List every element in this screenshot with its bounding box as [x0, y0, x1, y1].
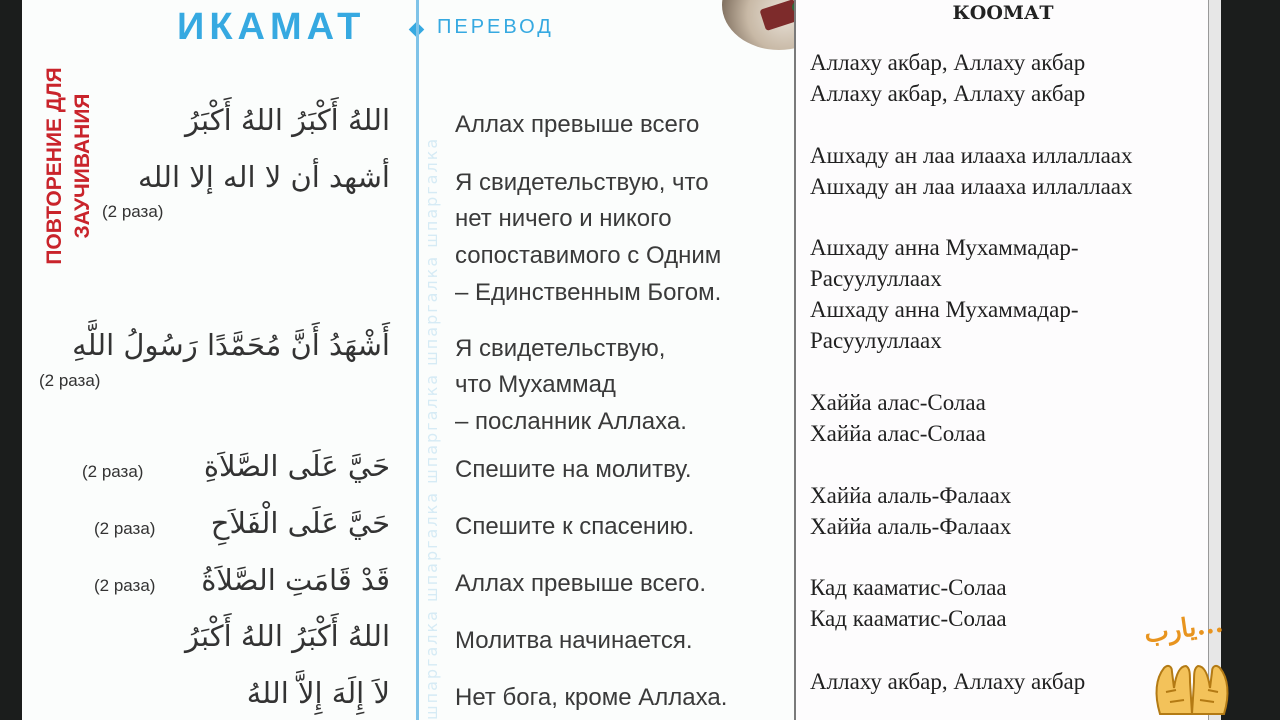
- arabic-line: اللهُ أَكْبَرُ اللهُ أَكْبَرُ: [185, 103, 390, 137]
- koomat-line: Расуулуллаах: [810, 266, 942, 291]
- memorize-label: ПОВТОРЕНИЕ ДЛЯ ЗАУЧИВАНИЯ: [43, 67, 94, 265]
- translation-line: Аллах превыше всего.: [455, 570, 707, 597]
- arabic-line: حَيَّ عَلَى الصَّلاَةِ: [203, 449, 390, 483]
- translation-line: Аллах превыше всего: [455, 111, 700, 138]
- koomat-line: Хаййа алас-Солаа: [810, 421, 986, 446]
- arabic-line: اللهُ أَكْبَرُ اللهُ أَكْبَرُ: [185, 619, 390, 653]
- repeat-note: (2 раза): [82, 462, 144, 481]
- arabic-line: حَيَّ عَلَى الْفَلاَحِ: [210, 506, 390, 540]
- koomat-line: Ашхаду ан лаа илааха иллаллаах: [810, 143, 1133, 168]
- translation-line: нет ничего и никого: [455, 205, 672, 232]
- praying-hands-icon: [1150, 644, 1234, 720]
- channel-watermark: [1138, 608, 1238, 720]
- watermark-text: يارب...: [1142, 608, 1226, 650]
- repeat-note: (2 раза): [102, 202, 164, 221]
- koomat-page: [794, 0, 1210, 720]
- translation-line: – Единственным Богом.: [455, 279, 722, 306]
- translation-line: Молитва начинается.: [455, 627, 693, 654]
- repeat-note: (2 раза): [39, 371, 101, 390]
- koomat-line: Ашхаду анна Мухаммадар-: [810, 297, 1079, 322]
- arabic-line: أشهد أن لا اله إلا الله: [137, 160, 390, 194]
- translation-line: сопоставимого с Одним: [455, 242, 722, 269]
- koomat-line: Аллаху акбар, Аллаху акбар: [810, 81, 1086, 106]
- koomat-line: Ашхаду анна Мухаммадар-: [810, 235, 1079, 260]
- repeat-note: (2 раза): [94, 519, 156, 538]
- koomat-line: Ашхаду ан лаа илааха иллаллаах: [810, 174, 1133, 199]
- translation-line: – посланник Аллаха.: [455, 408, 687, 435]
- repeat-note: (2 раза): [94, 576, 156, 595]
- translation-line: что Мухаммад: [455, 371, 616, 398]
- translation-line: Спешите к спасению.: [455, 513, 695, 540]
- margin-text: шпаргалка шпаргалка шпаргалка шпаргалка шпаргалка: [422, 136, 441, 720]
- arabic-line: لاَ إِلَهَ إِلاَّ اللهُ: [246, 676, 390, 710]
- koomat-title: КООМАТ: [952, 2, 1054, 24]
- koomat-line: Хаййа алаль-Фалаах: [810, 514, 1012, 539]
- translation-line: Я свидетельствую,: [455, 335, 666, 362]
- ikamat-page: [22, 0, 794, 720]
- column-divider: [416, 0, 419, 720]
- page-subtitle: ПЕРЕВОД: [437, 16, 554, 38]
- translation-line: Я свидетельствую, что: [455, 169, 709, 196]
- koomat-line: Кад кааматис-Солаа: [810, 575, 1007, 600]
- page-title: ИКАМАТ: [177, 6, 366, 48]
- koomat-line: Хаййа алас-Солаа: [810, 390, 986, 415]
- arabic-line: قَدْ قَامَتِ الصَّلاَةُ: [201, 563, 390, 597]
- koomat-line: Расуулуллаах: [810, 328, 942, 353]
- koomat-line: Аллаху акбар, Аллаху акбар: [810, 669, 1086, 694]
- koomat-line: Кад кааматис-Солаа: [810, 606, 1007, 631]
- koomat-line: Хаййа алаль-Фалаах: [810, 483, 1012, 508]
- translation-line: Нет бога, кроме Аллаха.: [455, 684, 728, 711]
- arabic-line: أَشْهَدُ أَنَّ مُحَمَّدًا رَسُولُ اللَّهِ: [72, 328, 390, 362]
- translation-line: Спешите на молитву.: [455, 456, 692, 483]
- koomat-line: Аллаху акбар, Аллаху акбар: [810, 50, 1086, 75]
